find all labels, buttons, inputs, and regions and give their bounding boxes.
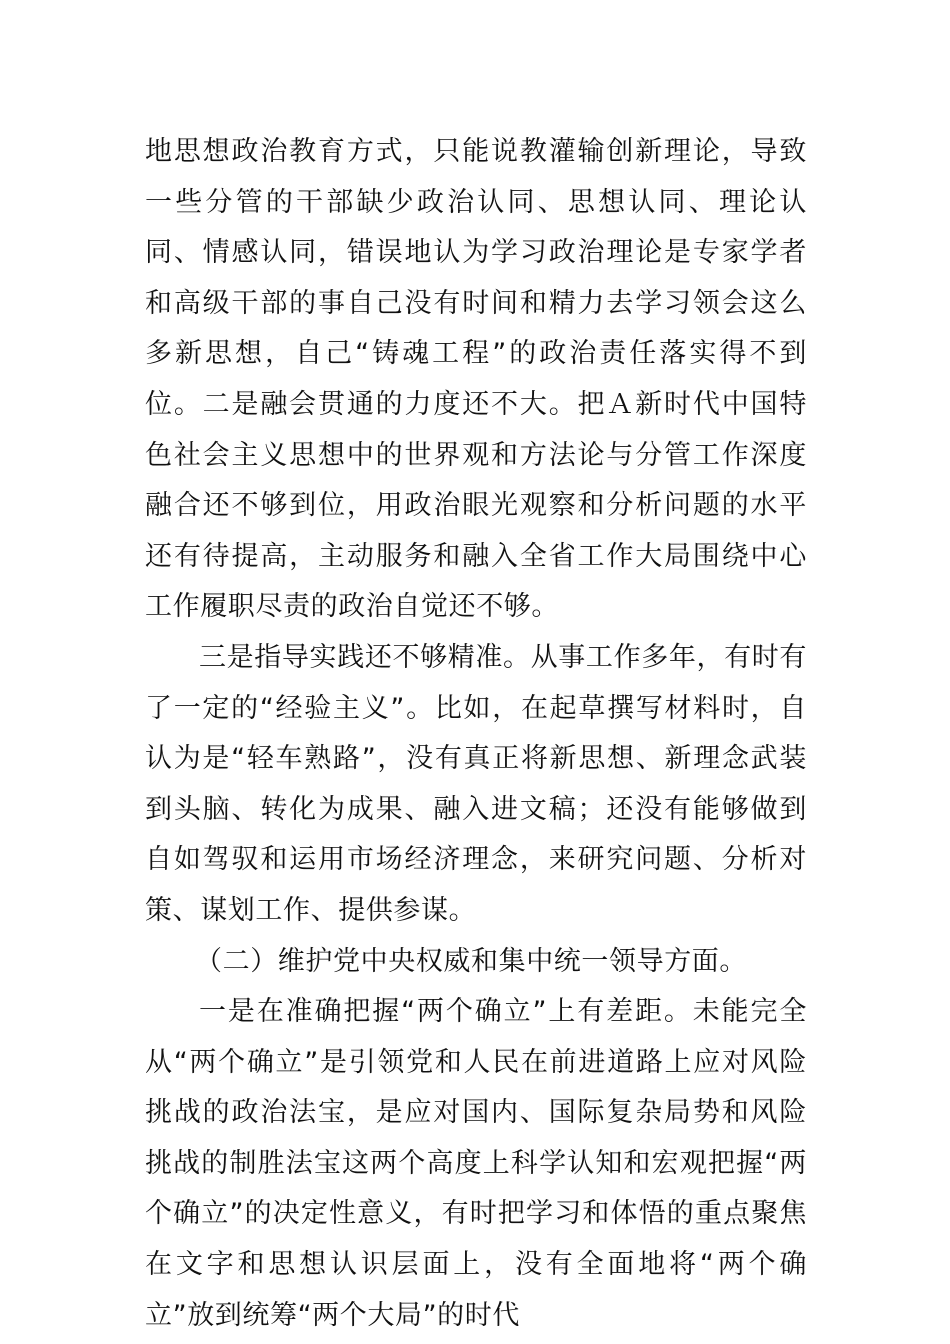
section-heading: （二）维护党中央权威和集中统一领导方面。 <box>195 945 747 977</box>
paragraph-point-three: 三是指导实践还不够精准。从事工作多年，有时有了一定的“经验主义”。比如，在起草撰写材料时，自认为是“轻车熟路”，没有真正将新思想、新理念武装到头脑、转化为成果、融入进文稿；还没有能够做到自如驾驭和运用市场经济理念，来研究问题、分析对策、谋划工作、提供参谋。 <box>145 641 807 926</box>
paragraph-continuation: 地思想政治教育方式，只能说教灌输创新理论，导致一些分管的干部缺少政治认同、思想认同、理论认同、情感认同，错误地认为学习政治理论是专家学者和高级干部的事自己没有时间和精力去学习领会这么多新思想，自己“铸魂工程”的政治责任落实得不到位。二是融会贯通的力度还不大。把Ａ新时代中国特色社会主义思想中的世界观和方法论与分管工作深度融合还不够到位，用政治眼光观察和分析问题的水平还有待提高，主动服务和融入全省工作大局围绕中心工作履职尽责的政治自觉还不够。 <box>145 136 807 623</box>
paragraph-point-one: 一是在准确把握“两个确立”上有差距。未能完全从“两个确立”是引领党和人民在前进道路上应对风险挑战的政治法宝，是应对国内、国际复杂局势和风险挑战的制胜法宝这两个高度上科学认知和宏观把握“两个确立”的决定性意义，有时把学习和体悟的重点聚焦在文字和思想认识层面上，没有全面地将“两个确立”放到统筹“两个大局”的时代 <box>145 996 807 1331</box>
document-body <box>145 127 807 1341</box>
